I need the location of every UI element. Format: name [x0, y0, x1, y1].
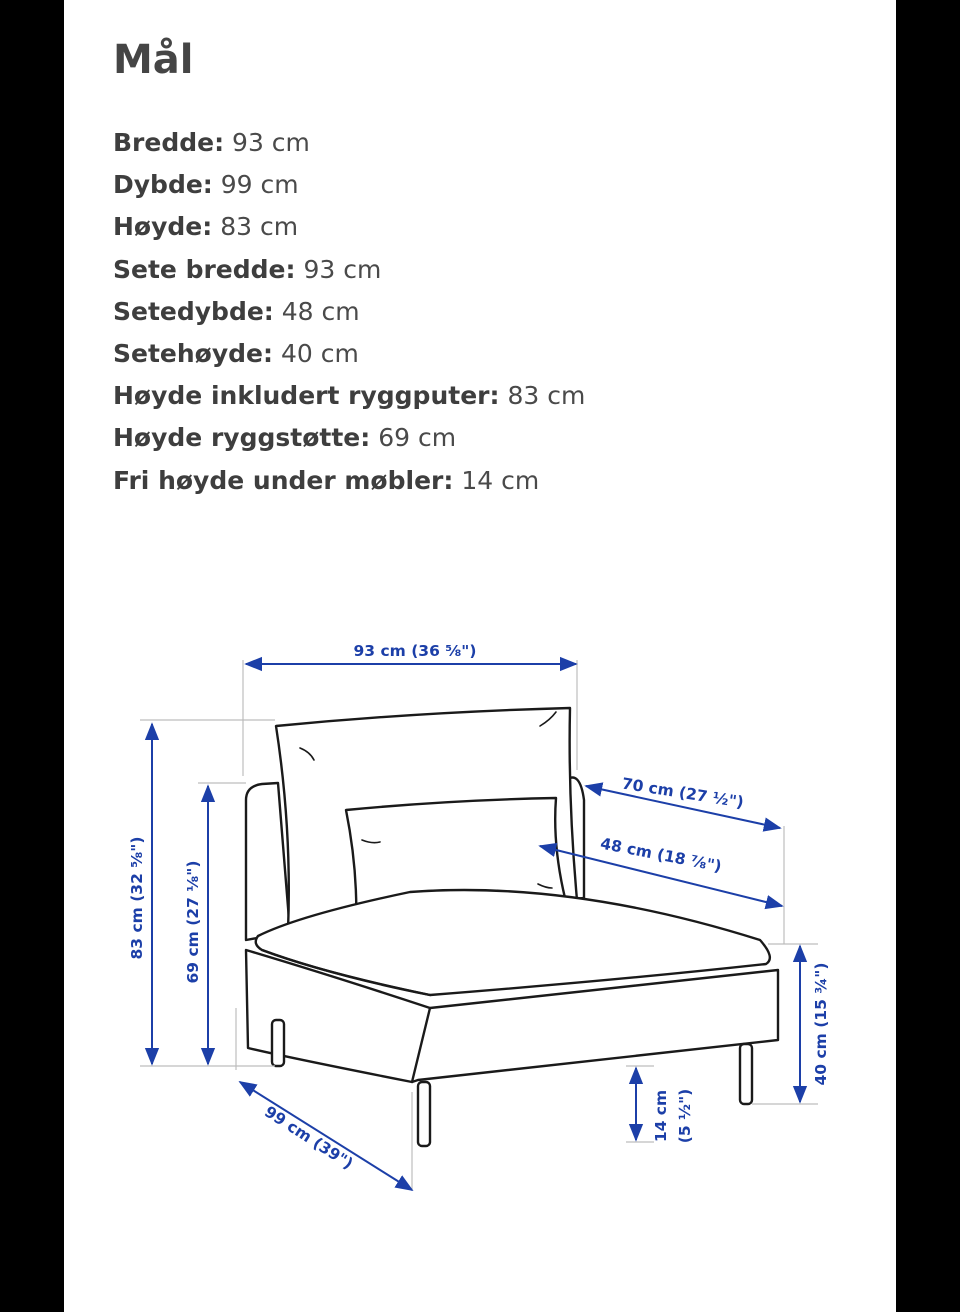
spec-value: 93 cm — [232, 128, 310, 157]
spec-label: Sete bredde: — [113, 254, 296, 284]
clearance-label-cm: 14 cm — [652, 1089, 670, 1143]
spec-value: 48 cm — [281, 296, 360, 326]
spec-label: Dybde: — [113, 170, 213, 200]
spec-label: Høyde: — [113, 212, 213, 242]
leg-back-left — [272, 1020, 284, 1066]
leg-front-right — [740, 1044, 752, 1104]
width-label: 93 cm (36 ⅝") — [353, 642, 477, 660]
spec-label: Høyde inkludert ryggputer: — [113, 381, 500, 411]
spec-value: 69 cm — [378, 423, 457, 453]
seat-height-label: 40 cm (15 ¾") — [812, 962, 830, 1086]
spec-value: 14 cm — [461, 465, 540, 495]
page-title: Mål — [113, 37, 194, 83]
leg-front-left — [418, 1082, 430, 1146]
chair-illustration — [246, 708, 778, 1146]
spec-label: Bredde: — [113, 128, 225, 157]
spec-label: Høyde ryggstøtte: — [113, 423, 371, 453]
height-label: 83 cm (32 ⅝") — [128, 836, 146, 960]
spec-value: 83 cm — [507, 381, 586, 411]
spec-value: 93 cm — [303, 254, 382, 284]
spec-label: Setehøyde: — [113, 339, 273, 369]
spec-value: 83 cm — [220, 212, 299, 242]
seat-depth-label: 48 cm (18 ⅞") — [598, 834, 724, 876]
spec-label: Fri høyde under møbler: — [113, 465, 454, 495]
spec-label: Setedybde: — [113, 296, 274, 326]
armrest-depth-label: 70 cm (27 ½") — [620, 774, 745, 812]
spec-value: 99 cm — [220, 170, 299, 200]
spec-value: 40 cm — [280, 339, 359, 369]
depth-arrow — [240, 1082, 412, 1190]
depth-label: 99 cm (39") — [261, 1102, 357, 1173]
backrest-frame — [246, 783, 290, 940]
clearance-label-in: (5 ½") — [676, 1088, 694, 1144]
backrest-label: 69 cm (27 ⅛") — [184, 860, 202, 984]
